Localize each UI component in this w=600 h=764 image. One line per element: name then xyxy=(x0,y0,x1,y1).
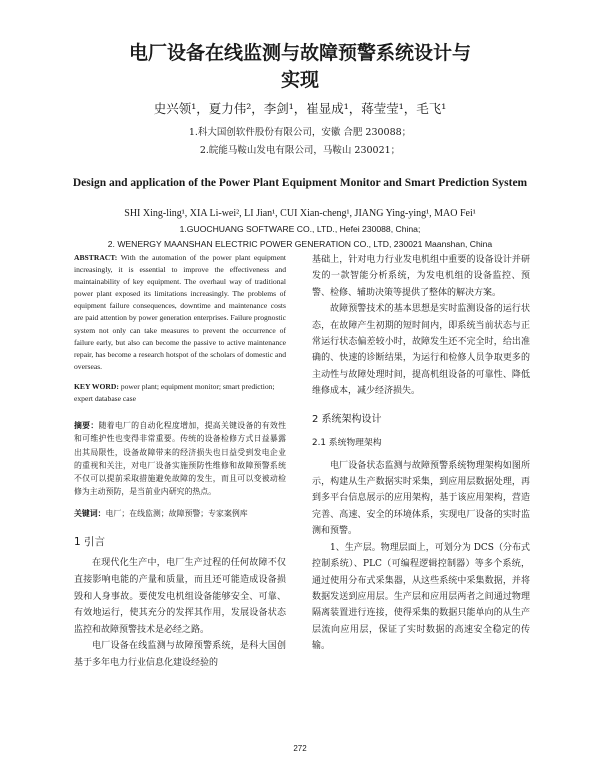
section-2-heading: 2 系统架构设计 xyxy=(312,413,382,425)
abstract-cn-text: 随着电厂的自动化程度增加，提高关键设备的有效性和可维护性也变得非常重要。传统的设备检修方式日益暴露出其局限性，设备故障带来的经济损失也日益受到发电企业的重视和关注，对电厂设备实施预防性维修和故障预警系统不仅可以提前采取措施避免故障的发生，而且可以变被动检修为主动预防，是当前业内研究的热点。 xyxy=(74,421,286,497)
keywords-en-text: power plant; equipment monitor; smart prediction; expert database case xyxy=(74,381,275,404)
body-paragraph: 故障预警技术的基本思想是实时监测设备的运行状态，在故障产生初期的短时间内，即系统当前状态与正常运行状态偏差较小时，故障发生还不完全时，给出准确的、快速的诊断结果，为运行和检修人员争取更多的主动性与故障处理时间，提高机组设备的可靠性、降低维修成本，减少经济损失。 xyxy=(312,304,530,397)
keywords-cn xyxy=(74,508,286,520)
keywords-cn-label: 关键词： xyxy=(74,509,106,519)
left-column xyxy=(74,252,286,672)
section-1-heading: 1 引言 xyxy=(74,536,106,549)
body-paragraph: 电厂设备状态监测与故障预警系统物理架构如图所示，构建从生产数据实时采集，到应用层数据处理，再到多平台信息展示的应用架构，基于该应用架构，营造完善、高速、安全的环境体系，实现电厂设备的实时监测和预警。 xyxy=(312,460,530,537)
abstract-en-label: ABSTRACT: xyxy=(74,253,118,262)
keywords-en xyxy=(74,381,286,405)
title-cn-line-1: 电厂设备在线监测与故障预警系统设计与 xyxy=(128,42,471,64)
abstract-cn-label: 摘要： xyxy=(74,421,99,431)
paper-title-cn xyxy=(0,40,600,94)
affiliation-cn-1: 1.科大国创软件股份有限公司，安徽 合肥 230088； xyxy=(188,127,412,138)
affiliation-en-2: 2. WENERGY MAANSHAN ELECTRIC POWER GENERATION CO., LTD, 230021 Maanshan, China xyxy=(107,239,493,249)
affiliation-en-1: 1.GUOCHUANG SOFTWARE CO., LTD., Hefei 230088, China; xyxy=(179,224,421,234)
authors-cn: 史兴领¹，夏力伟²，李剑¹，崔显成¹，蒋莹莹¹，毛飞¹ xyxy=(153,101,447,116)
body-paragraph: 1、生产层。物理层面上，可划分为 DCS（分布式控制系统）、PLC（可编程逻辑控制器）等多个系统，通过使用分布式采集器，从这些系统中采集数据，并将数据发送到应用层。生产层和应用层两者之间通过物理隔离装置进行连接，使得采集的数据只能单向的从生产层流向应用层，保证了实时数据的高速安全稳定的传输。 xyxy=(312,542,530,652)
page-number: 272 xyxy=(293,744,307,753)
keywords-cn-text: 电厂；在线监测；故障预警；专家案例库 xyxy=(105,509,248,519)
sec1-paragraph: 电厂设备在线监测与故障预警系统，是科大国创基于多年电力行业信息化建设经验的 xyxy=(74,641,286,668)
affiliation-cn-2: 2.皖能马鞍山发电有限公司，马鞍山 230021； xyxy=(199,145,401,156)
abstract-en xyxy=(74,252,286,373)
keywords-en-label: KEY WORD: xyxy=(74,381,119,391)
title-cn-line-2: 实现 xyxy=(280,69,319,91)
body-paragraph: 基础上，针对电力行业发电机组中重要的设备设计并研发的一款智能分析系统，为发电机组的设备监控、预警、检修、辅助决策等提供了整体的解决方案。 xyxy=(312,255,530,298)
abstract-en-text: With the automation of the power plant equipment increasingly, it is essential to improve the effectiveness and maintainability of key equipment. The overhaul way of traditional power plant exposed its limitations increasingly. The problems of equipment failure consequences, downtime and maintenance costs are paid attention by power generation enterprises. Failure prognostic system not only can take measures to prevent the occurrence of failure early, but also can become the passive to active maintenance repair, has become a research hotspot of the scholars of domestic and overseas. xyxy=(74,253,286,371)
abstract-cn xyxy=(74,419,286,498)
section-2-1-heading: 2.1 系统物理架构 xyxy=(312,437,382,448)
paper-title-en: Design and application of the Power Plant Equipment Monitor and Smart Prediction System xyxy=(72,177,528,189)
authors-en: SHI Xing-ling¹, XIA Li-wei², LI Jian¹, CUI Xian-cheng¹, JIANG Ying-ying¹, MAO Fei¹ xyxy=(124,208,476,219)
sec1-paragraph: 在现代化生产中，电厂生产过程的任何故障不仅直接影响电能的产量和质量，而且还可能造成设备损毁和人身事故。要使发电机组设备能够安全、可靠、有效地运行，使其充分的发挥其作用，发展设备状态监控和故障预警技术是必经之路。 xyxy=(74,558,286,635)
right-column xyxy=(312,252,530,655)
